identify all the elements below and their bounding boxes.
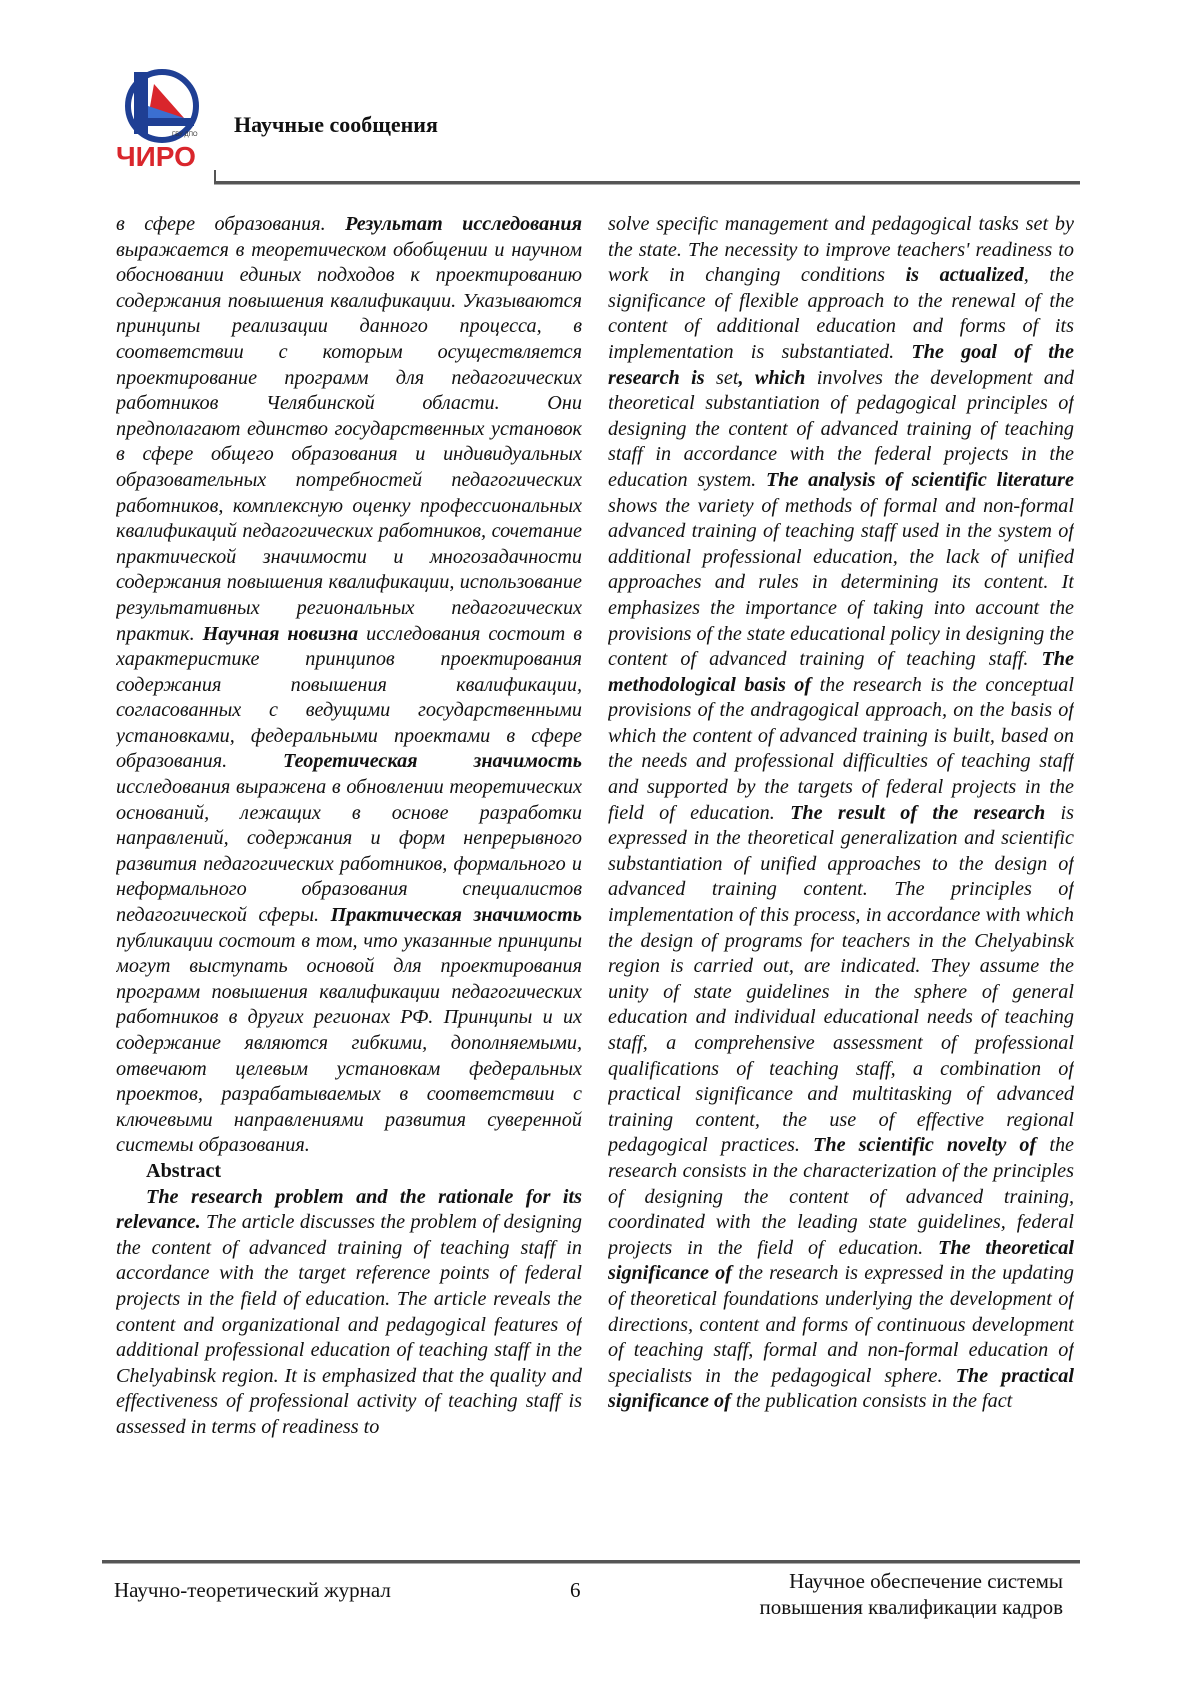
journal-series-line-2: повышения квалификации кадров: [759, 1595, 1063, 1619]
abstract-heading: Abstract: [146, 1159, 222, 1182]
english-abstract-continued: solve specific management and pedagogical tasks set by the state. The necessity to improve teachers' readiness to work in changing conditions is actualized, the significance of flexible approach to the renewal of the content of additional education and forms of its implementation is substantiated. The goal of the research is set, which involves the development and theoretical substantiation of pedagogical principles of designing the content of advanced training of teaching staff in accordance with the federal projects in the education system. The analysis of scientific literature shows the variety of methods of formal and non-formal advanced training of teaching staff used in the system of additional professional education, the lack of unified approaches and rules in determining its content. It emphasizes the importance of taking into account the provisions of the state educational policy in designing the content of advanced training of teaching staff. The methodological basis of the research is the conceptual provisions of the andragogical approach, on the basis of which the content of advanced training is built, based on the needs and professional difficulties of teaching staff and supported by the targets of federal projects in the field of education. The result of the research is expressed in the theoretical generalization and scientific substantiation of unified approaches to the design of advanced training content. The principles of implementation of this process, in accordance with which the design of programs for teachers in the Chelyabinsk region is carried out, are indicated. They assume the unity of state guidelines in the sphere of general education and individual educational needs of teaching staff, a comprehensive assessment of professional qualifications of teaching staff, a combination of practical significance and multitasking of advanced training content, the use of effective regional pedagogical practices. The scientific novelty of the research consists in the characterization of the principles of designing the content of advanced training, coordinated with the leading state guidelines, federal projects in the field of education. The theoretical significance of the research is expressed in the updating of theoretical foundations underlying the development of directions, content and forms of continuous development of teaching staff, formal and non-formal education of specialists in the pedagogical sphere. The practical significance of the publication consists in the fact: [608, 213, 1074, 1413]
left-column: [116, 212, 582, 1532]
header-divider: [214, 181, 1080, 185]
journal-series-line-1: Научное обеспечение системы: [789, 1569, 1063, 1593]
chiro-logo: [114, 66, 224, 176]
logo-text: ЧИРО: [116, 141, 196, 172]
english-abstract-paragraph: The research problem and the rationale for its relevance. The article discusses the problem of designing the content of advanced training of teaching staff in accordance with the target reference points of federal projects in the field of education. The article reveals the content and organizational and pedagogical features of additional professional education of teaching staff in the Chelyabinsk region. It is emphasized that the quality and effectiveness of professional activity of teaching staff is assessed in terms of readiness to: [116, 1185, 582, 1438]
journal-name: Научно-теоретический журнал: [114, 1578, 391, 1602]
footer-divider: [102, 1560, 1080, 1564]
section-title: Научные сообщения: [234, 112, 438, 137]
page-number: 6: [570, 1578, 581, 1602]
right-column: [608, 212, 1074, 1532]
logo-small-text: ГБУ ДПО: [172, 132, 198, 138]
journal-series: [759, 1568, 1063, 1620]
russian-abstract-paragraph: в сфере образования. Результат исследования выражается в теоретическом обобщении и научном обосновании единых подходов к проектированию содержания повышения квалификации. Указываются принципы реализации данного процесса, в соответствии с которым осуществляется проектирование программ для педагогических работников Челябинской области. Они предполагают единство государственных установок в сфере общего образования и индивидуальных образовательных потребностей педагогических работников, комплексную оценку профессиональных квалификаций педагогических работников, сочетание практической значимости и многозадачности содержания повышения квалификации, использование результативных региональных педагогических практик. Научная новизна исследования состоит в характеристике принципов проектирования содержания повышения квалификации, согласованных с ведущими государственными установками, федеральными проектами в сфере образования. Теоретическая значимость исследования выражена в обновлении теоретических оснований, лежащих в основе разработки направлений, содержания и форм непрерывного развития педагогических работников, формального и неформального образования специалистов педагогической сферы. Практическая значимость публикации состоит в том, что указанные принципы могут выступать основой для проектирования программ повышения квалификации педагогических работников в других регионах РФ. Принципы и их содержание являются гибкими, дополняемыми, отвечают целевым установкам федеральных проектов, разрабатываемых в соответствии с ключевыми направлениями развития суверенной системы образования.: [116, 213, 582, 1157]
